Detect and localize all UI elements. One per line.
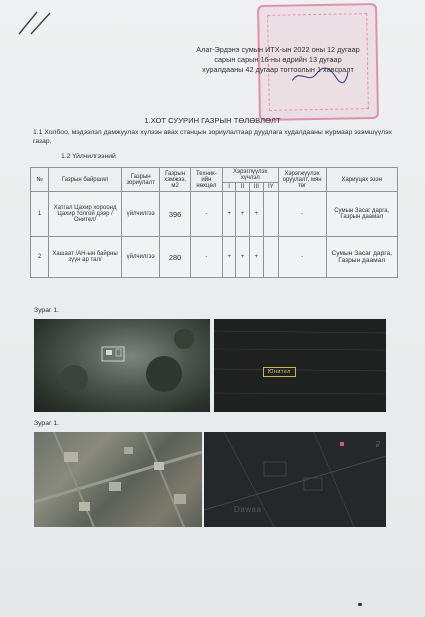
cell-phase-3: + — [249, 192, 263, 237]
header-line-3: хуралдааны 42 дугаар тогтоолын 1 хавсралт — [202, 65, 354, 74]
cadastral-lines-1 — [214, 319, 386, 412]
cell-purpose: үйлчилгээ — [122, 237, 160, 278]
col-responsible: Хариуцах эзэн — [326, 168, 397, 192]
col-phase-1: I — [222, 183, 235, 192]
parcel-label: Юнител — [263, 367, 296, 377]
cell-no: 1 — [31, 192, 49, 237]
section-title: 1.ХОТ СУУРИН ГАЗРЫН ТӨЛӨВЛӨЛТ — [144, 116, 281, 125]
header-line-1: Алаг-Эрдэнэ сумын ИТХ-ын 2022 оны 12 дугаар — [196, 45, 360, 54]
cadastral-map-1 — [214, 319, 386, 412]
satellite-detail-1 — [34, 319, 210, 412]
subheading-1-2: 1.2 Үйлчилгээний — [61, 153, 116, 160]
cell-phase-2: + — [236, 192, 249, 237]
cell-phase-1: + — [222, 192, 235, 237]
cadastral-lines-2 — [204, 432, 386, 527]
col-location: Газрын байршил — [49, 168, 122, 192]
land-plan-table — [30, 167, 398, 278]
col-area: Газрын хэмжээ, м2 — [160, 168, 191, 192]
satellite-detail-2 — [34, 432, 202, 527]
col-phase-4: IY — [264, 183, 279, 192]
cell-location: Хатгал Цахир хороонд Цахир толгой дээр /Онител/ — [49, 192, 122, 237]
cell-phase-2: + — [236, 237, 249, 278]
cadastral-map-2 — [204, 432, 386, 527]
cell-area: 396 — [160, 192, 191, 237]
cell-area: 280 — [160, 237, 191, 278]
cell-cost: - — [278, 237, 326, 278]
figure-caption-2: Зураг 1. — [34, 420, 60, 427]
cell-phase-4 — [264, 237, 279, 278]
cell-phase-3: + — [249, 237, 263, 278]
cell-tech: - — [190, 237, 222, 278]
resolution-header — [178, 45, 378, 75]
col-infra: Хэрэглүүлэх хүчлэл — [222, 168, 278, 183]
cell-responsible: Сумын Засаг дарга, Газрын даамал — [326, 192, 397, 237]
map-corner-label: Га — [373, 441, 380, 447]
col-phase-2: II — [236, 183, 249, 192]
cell-responsible: Сумын Засаг дарга, Газрын даамал — [326, 237, 397, 278]
cell-cost: - — [278, 192, 326, 237]
cell-location: Хашаат /АН-ын байрны зүүн ар тал/ — [49, 237, 122, 278]
col-no: № — [31, 168, 49, 192]
cell-tech: - — [190, 192, 222, 237]
pen-slash-mark — [17, 10, 53, 36]
col-cost: Хэрэгжүүлэх оруулалт, мян төг — [278, 168, 326, 192]
cell-phase-4 — [264, 192, 279, 237]
ink-dot — [358, 603, 362, 606]
table-row — [31, 237, 398, 278]
cell-no: 2 — [31, 237, 49, 278]
col-phase-3: III — [249, 183, 263, 192]
col-purpose: Газрын зориулалт — [122, 168, 160, 192]
cell-phase-1: + — [222, 237, 235, 278]
street-label: Dawaa — [234, 505, 262, 514]
cell-purpose: үйлчилгээ — [122, 192, 160, 237]
header-line-2: сарын сарын 16-ны өдрийн 13 дугаар — [214, 55, 342, 64]
satellite-photo-1 — [34, 319, 210, 412]
col-tech: Техник-ийн нөхцөл — [190, 168, 222, 192]
satellite-photo-2 — [34, 432, 202, 527]
table-row — [31, 192, 398, 237]
paragraph-1-1: 1.1 Холбоо, мэдээлэл дамжуулах хүлээн авах станцын зориулалтаар дуудлага худалдааны журмаар эзэмшүүлэх газар, — [33, 129, 392, 145]
figure-caption-1: Зураг 1. — [34, 307, 60, 314]
